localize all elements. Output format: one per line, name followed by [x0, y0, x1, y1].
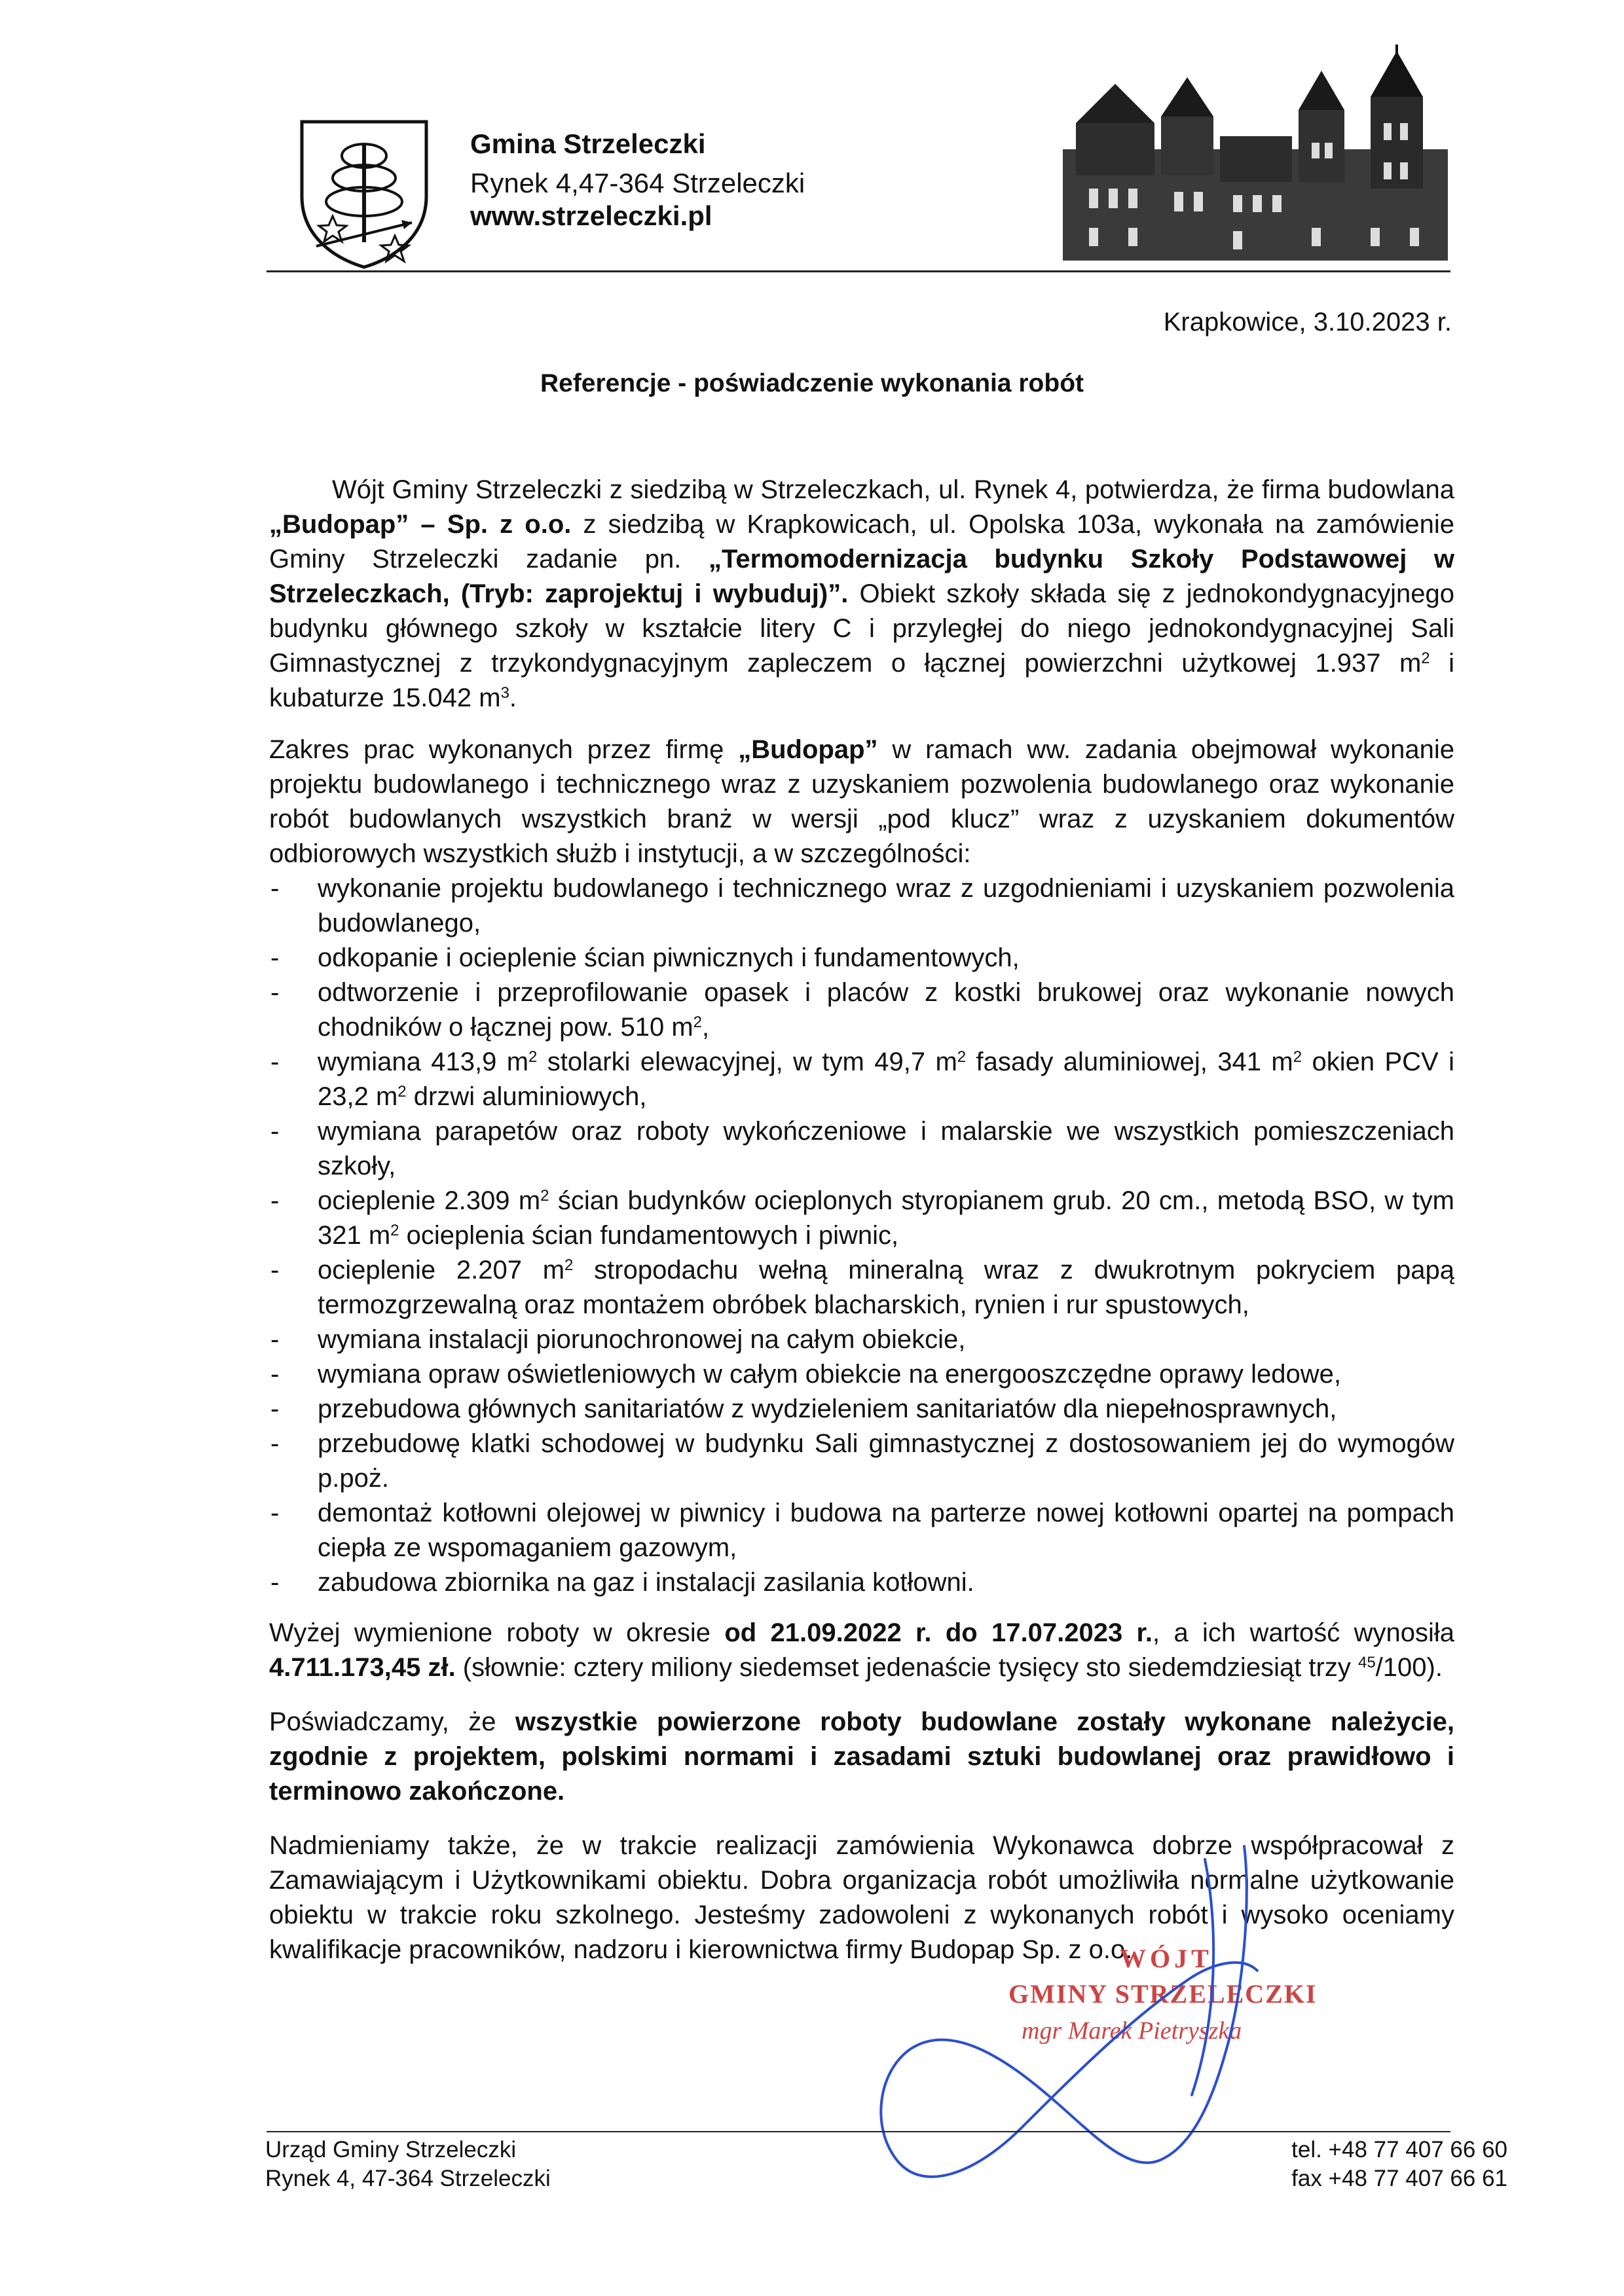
org-name: Gmina Strzeleczki	[470, 128, 706, 159]
list-item: - odkopanie i ocieplenie ścian piwnicznych i fundamentowych,	[269, 941, 1454, 975]
footer-office-name: Urząd Gminy Strzeleczki	[265, 2137, 517, 2162]
org-website: www.strzeleczki.pl	[470, 200, 712, 231]
paragraph-intro: Wójt Gminy Strzeleczki z siedzibą w Strzeleczkach, ul. Rynek 4, potwierdza, że firma budowlana „Budopap” – Sp. z o.o. z siedzibą w Krapkowicach, ul. Opolska 103a, wykonała na zamówienie Gminy Strzeleczki zadanie pn. „Termomodernizacja budynku Szkoły Podstawowej w Strzeleczkach, (Tryb: zaprojektuj i wybuduj)”. Obiekt szkoły składa się z jednokondygnacyjnego budynku głównego szkoły w kształcie litery C i przyległej do niego jednokondygnacyjnej Sali Gimnastycznej z trzykondygnacyjnym zapleczem o łącznej powierzchni użytkowej 1.937 $m^2$ i kubaturze 15.042 $m^3$.	[269, 475, 1454, 712]
org-address: Rynek 4,47-364 Strzeleczki	[470, 168, 805, 198]
coat-of-arms-icon	[297, 118, 432, 270]
letter-body	[269, 473, 1454, 1967]
stamp-title: WÓJT	[1120, 1944, 1213, 1973]
castle-illustration	[1063, 45, 1448, 261]
document-title: Referencje - poświadczenie wykonania robót	[540, 369, 1084, 397]
paragraph-cooperation: Nadmieniamy także, że w trakcie realizacji zamówienia Wykonawca dobrze współpracował z Zamawiającym i Użytkownikami obiektu. Dobra organizacja robót umożliwiła normalne użytkowanie obiektu w trakcie roku szkolnego. Jesteśmy zadowoleni z wykonanych robót i wysoko oceniamy kwalifikacje pracowników, nadzoru i kierownictwa firmy Budopap Sp. z o.o.	[269, 1831, 1454, 1964]
list-item: - wymiana 413,9 $m^2$ stolarki elewacyjnej, w tym 49,7 $m^2$ fasady aluminiowej, 341 $m^2$ okien PCV i 23,2 $m^2$ drzwi aluminiowych,	[269, 1045, 1454, 1114]
footer-phone: tel. +48 77 407 66 60	[1291, 2137, 1507, 2162]
footer-contact	[1291, 2136, 1507, 2193]
list-item: - zabudowa zbiornika na gaz i instalacji zasilania kotłowni.	[269, 1565, 1454, 1600]
paragraph-period-value: Wyżej wymienione roboty w okresie od 21.09.2022 r. do 17.07.2023 r., a ich wartość wynosiła 4.711.173,45 zł. (słownie: cztery miliony siedemset jedenaście tysięcy sto siedemdziesiąt trzy $^{45}$/100).	[269, 1618, 1454, 1682]
list-item: - demontaż kotłowni olejowej w piwnicy i budowa na parterze nowej kotłowni opartej na pompach ciepła ze wspomaganiem gazowym,	[269, 1496, 1454, 1565]
works-list	[269, 871, 1454, 1600]
stamp-person: mgr Marek Pietryszka	[1022, 2017, 1242, 2045]
list-item: - przebudowa głównych sanitariatów z wydzieleniem sanitariatów dla niepełnosprawnych,	[269, 1392, 1454, 1427]
list-item: - wymiana instalacji piorunochronowej na całym obiekcie,	[269, 1322, 1454, 1357]
list-item: - odtworzenie i przeprofilowanie opasek i placów z kostki brukowej oraz wykonanie nowych chodników o łącznej pow. 510 $m^2$,	[269, 975, 1454, 1045]
list-item: - przebudowę klatki schodowej w budynku Sali gimnastycznej z dostosowaniem jej do wymogów p.poż.	[269, 1427, 1454, 1496]
handwritten-signature	[851, 1820, 1310, 2213]
header-divider	[267, 270, 1450, 272]
place-date: Krapkowice, 3.10.2023 r.	[1163, 308, 1452, 337]
stamp-office: GMINY STRZELECZKI	[1008, 1979, 1318, 2009]
paragraph-scope: Zakres prac wykonanych przez firmę „Budopap” w ramach ww. zadania obejmował wykonanie projektu budowlanego i technicznego wraz z uzyskaniem pozwolenia budowlanego oraz wykonanie robót budowlanych wszystkich branż w wersji „pod klucz” wraz z uzyskaniem dokumentów odbiorowych wszystkich służb i instytucji, a w szczególności:	[269, 735, 1454, 868]
footer-divider	[267, 2131, 1450, 2132]
list-item: - wymiana opraw oświetleniowych w całym obiekcie na energooszczędne oprawy ledowe,	[269, 1357, 1454, 1392]
list-item: - ocieplenie 2.207 $m^2$ stropodachu wełną mineralną wraz z dwukrotnym pokryciem papą termozgrzewalną oraz montażem obróbek blacharskich, rynien i rur spustowych,	[269, 1253, 1454, 1322]
footer-address	[265, 2136, 551, 2193]
paragraph-certification: Poświadczamy, że wszystkie powierzone roboty budowlane zostały wykonane należycie, zgodnie z projektem, polskimi normami i zasadami sztuki budowlanej oraz prawidłowo i terminowo zakończone.	[269, 1707, 1454, 1806]
list-item: - ocieplenie 2.309 $m^2$ ścian budynków ocieplonych styropianem grub. 20 cm., metodą BSO, w tym 321 $m^2$ ocieplenia ścian fundamentowych i piwnic,	[269, 1184, 1454, 1253]
list-item: - wykonanie projektu budowlanego i technicznego wraz z uzgodnieniami i uzyskaniem pozwolenia budowlanego,	[269, 871, 1454, 941]
list-item: - wymiana parapetów oraz roboty wykończeniowe i malarskie we wszystkich pomieszczeniach szkoły,	[269, 1114, 1454, 1184]
footer-fax: fax +48 77 407 66 61	[1291, 2166, 1507, 2191]
footer-office-address: Rynek 4, 47-364 Strzeleczki	[265, 2166, 551, 2191]
